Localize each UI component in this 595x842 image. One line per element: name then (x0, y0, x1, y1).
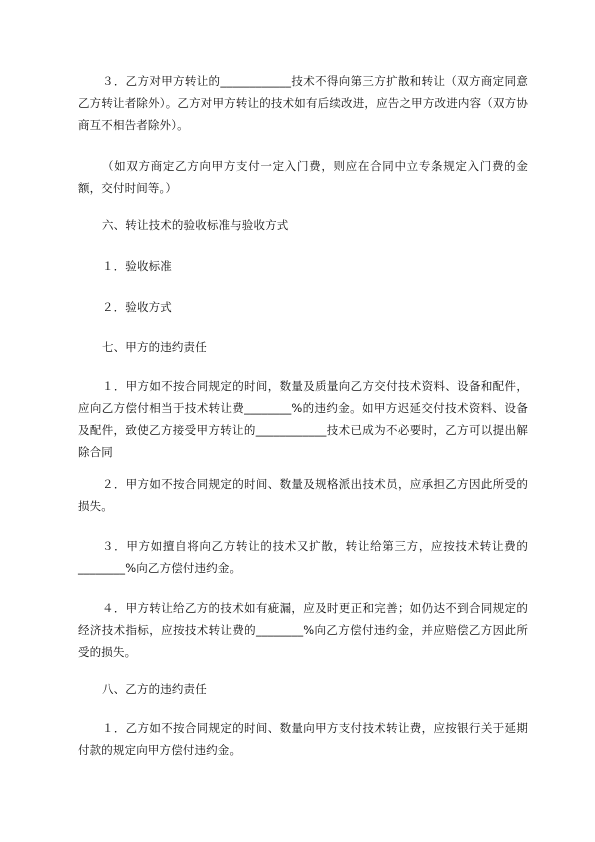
entry-fee-note: （如双方商定乙方向甲方支付一定入门费，则应在合同中立专条规定入门费的金额，交付时间等。） (78, 159, 528, 195)
clause-7-1: １．甲方如不按合同规定的时间，数量及质量向乙方交付技术资料、设备和配件，应向乙方偿付相当于技术转让费________%的违约金。如甲方迟延交付技术资料、设备及配件，致使乙方接受甲方转让的____________技术已成为不必要时，乙方可以提出解除合同 (78, 379, 528, 459)
clause-7-3: ３．甲方如擅自将向乙方转让的技术又扩散，转让给第三方，应按技术转让费的________%向乙方偿付违约金。 (78, 539, 528, 575)
clause-6-2: ２．验收方式 (102, 300, 172, 314)
clause-8-1: １．乙方如不按合同规定的时间、数量向甲方支付技术转让费，应按银行关于延期付款的规定向甲方偿付违约金。 (78, 721, 528, 757)
section-heading-6: 六、转让技术的验收标准与验收方式 (102, 218, 289, 232)
clause-6-1: １．验收标准 (102, 259, 172, 273)
clause-3-confidentiality: ３．乙方对甲方转让的____________技术不得向第三方扩散和转让（双方商定同意乙方转让者除外）。乙方对甲方转让的技术如有后续改进，应告之甲方改进内容（双方协商互不相告者除外）。 (78, 74, 528, 132)
section-heading-7: 七、甲方的违约责任 (102, 340, 207, 354)
section-heading-8: 八、乙方的违约责任 (102, 682, 207, 696)
clause-7-4: ４．甲方转让给乙方的技术如有疵漏，应及时更正和完善；如仍达不到合同规定的经济技术指标，应按技术转让费的________%向乙方偿付违约金，并应赔偿乙方因此所受的损失。 (78, 601, 528, 659)
clause-7-2: ２．甲方如不按合同规定的时间、数量及规格派出技术员，应承担乙方因此所受的损失。 (78, 477, 528, 513)
